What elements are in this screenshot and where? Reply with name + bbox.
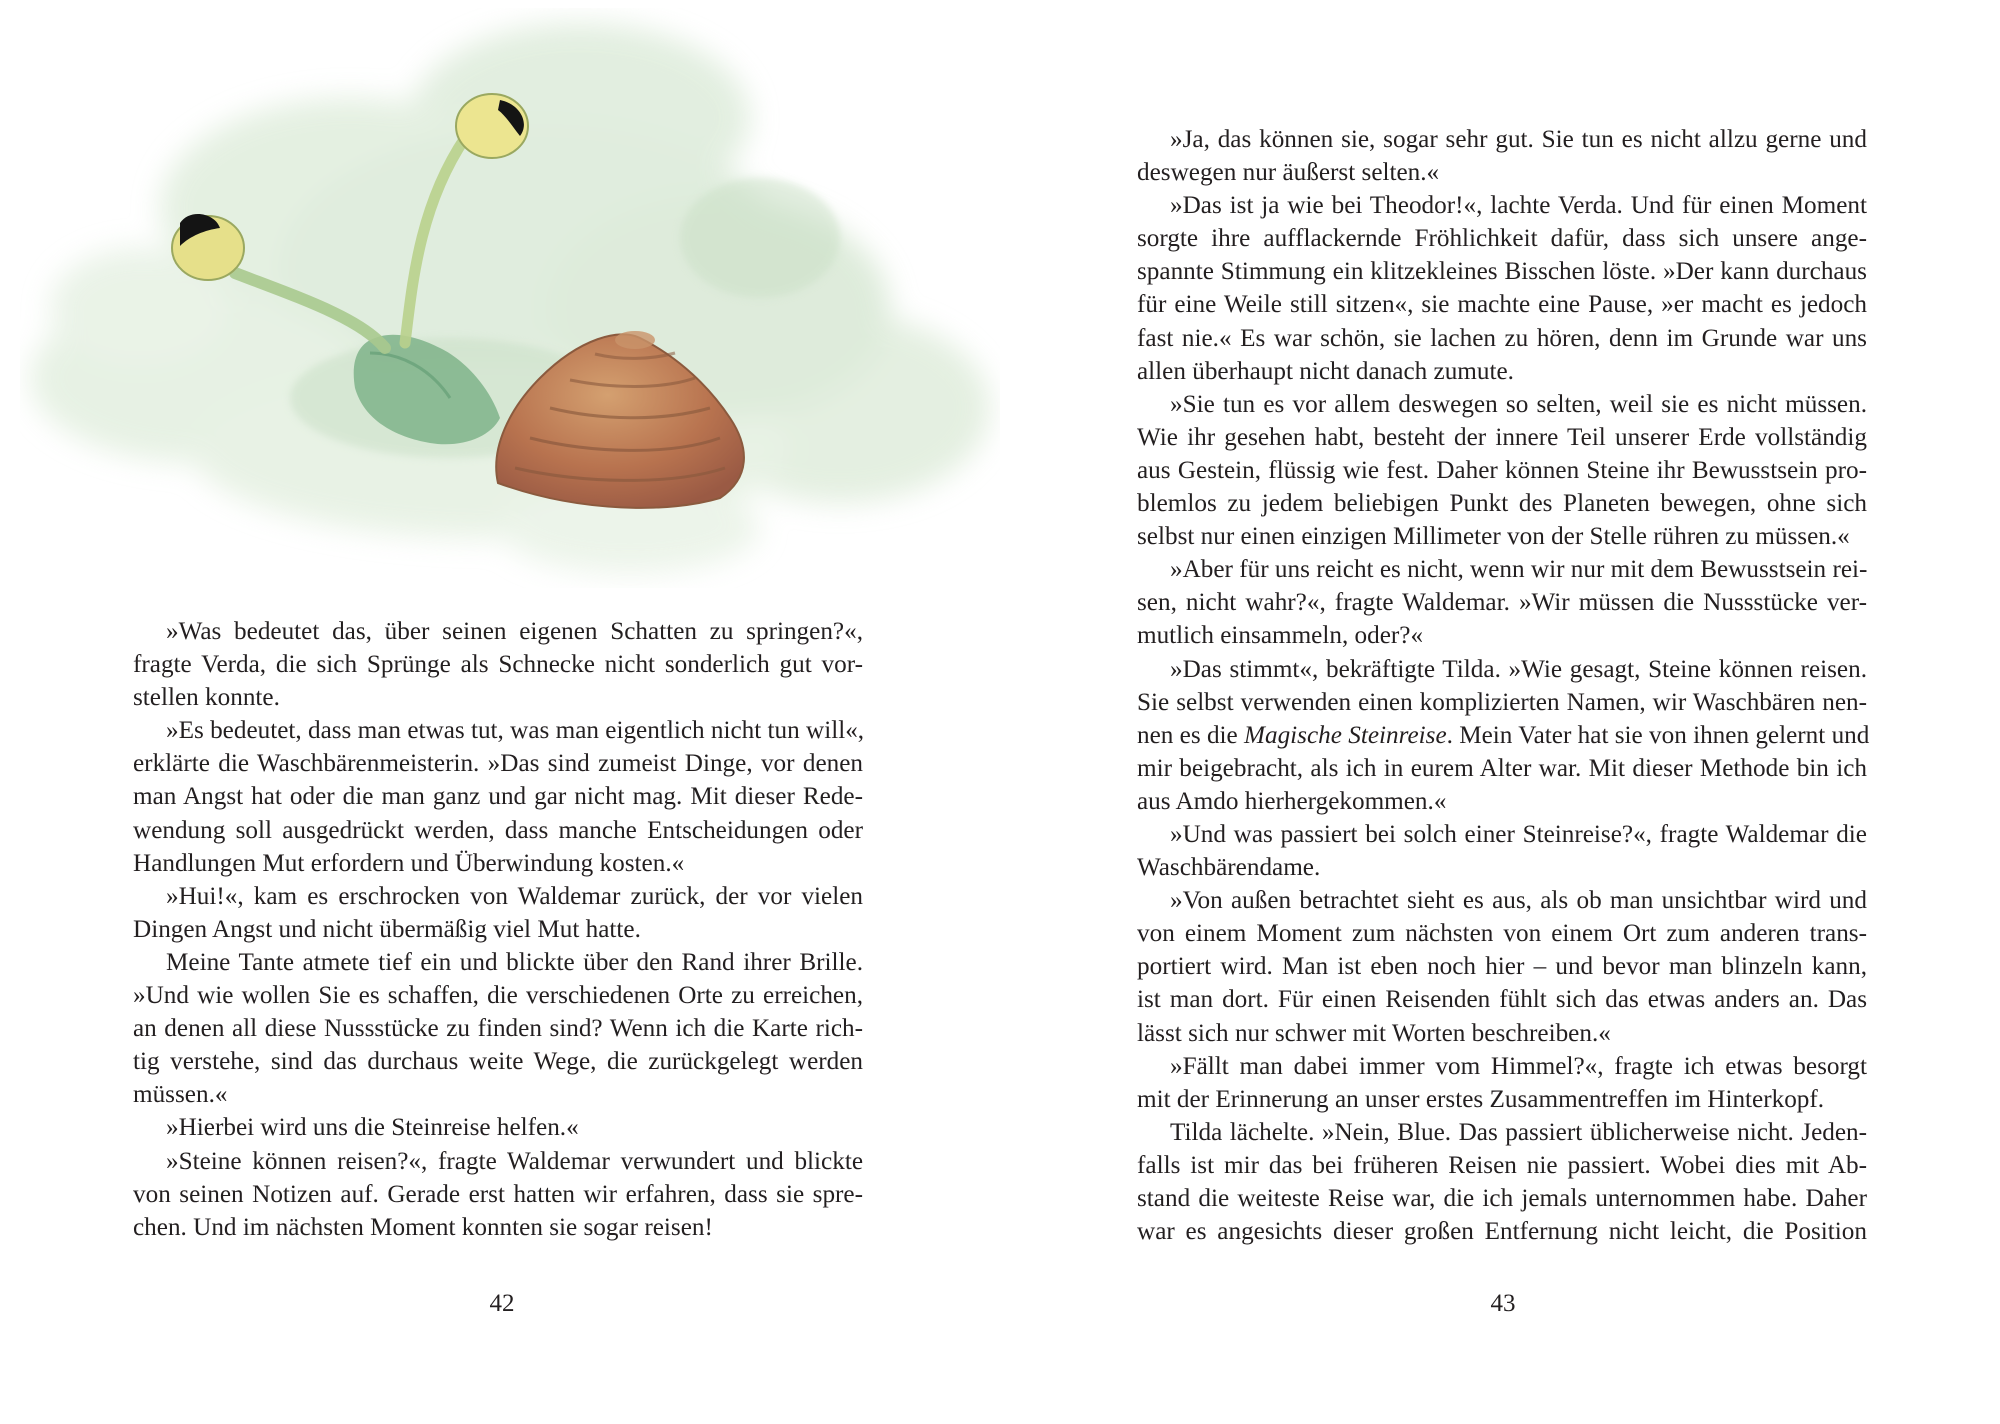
snail-illustration [20, 8, 1000, 588]
text-line: »Was bedeutet das, über seinen eigenen Schatten zu springen?«, [166, 618, 863, 645]
text-line: Meine Tante atmete tief ein und blickte über den Rand ihrer Brille. [166, 948, 863, 976]
text-line: »Und was passiert bei solch einer Steinreise?«, fragte Waldemar die [1170, 820, 1867, 848]
text-line: »Hui!«, kam es erschrocken von Waldemar zurück, der vor vielen [166, 882, 863, 910]
text-line: spannte Stimmung ein klitzekleines Bisschen löste. »Der kann durchaus [1137, 258, 1867, 286]
text-line: deswegen nur äußerst selten.« [1137, 159, 1440, 187]
text-line: Dingen Angst und nicht übermäßig viel Mut hatte. [133, 915, 641, 943]
page-number-right: 43 [1490, 1290, 1516, 1317]
text-line: wendung soll ausgedrückt werden, dass manche Entscheidungen oder [133, 816, 863, 844]
text-line: für eine Weile still sitzen«, sie machte eine Pause, »er macht es jedoch [1137, 291, 1867, 319]
text-line: war es angesichts dieser großen Entfernung nicht leicht, die Position [1137, 1218, 1867, 1246]
text-line: man Angst hat oder die man ganz und gar nicht mag. Mit dieser Rede- [133, 783, 863, 811]
text-line: falls ist mir das bei früheren Reisen nie passiert. Wobei dies mit Ab- [1137, 1151, 1867, 1179]
text-line: »Steine können reisen?«, fragte Waldemar verwundert und blickte [166, 1147, 863, 1175]
text-line: lässt sich nur schwer mit Worten beschreiben.« [1137, 1019, 1611, 1047]
text-line: von einem Moment zum nächsten von einem Ort zum anderen trans- [1137, 920, 1867, 948]
text-line: aus Gestein, flüssig wie fest. Daher können Steine ihr Bewusstsein pro- [1137, 456, 1867, 484]
text-line: ist man dort. Für einen Reisenden fühlt sich das etwas anders an. Das [1137, 986, 1867, 1014]
text-line: fragte Verda, die sich Sprünge als Schnecke nicht sonderlich gut vor- [133, 651, 863, 679]
text-line: »Fällt man dabei immer vom Himmel?«, fragte ich etwas besorgt [1170, 1052, 1867, 1080]
text-line: portiert wird. Man ist eben noch hier – und bevor man blinzeln kann, [1137, 953, 1867, 981]
text-line: an denen all diese Nussstücke zu finden sind? Wenn ich die Karte rich- [133, 1015, 863, 1043]
text-line: »Sie tun es vor allem deswegen so selten, weil sie es nicht müssen. [1170, 390, 1867, 418]
text-line: Tilda lächelte. »Nein, Blue. Das passiert üblicherweise nicht. Jeden- [1170, 1118, 1867, 1146]
eye-left [172, 214, 244, 280]
text-line: erklärte die Waschbärenmeisterin. »Das sind zumeist Dinge, vor denen [133, 750, 863, 778]
text-line: mir beigebracht, als ich in eurem Alter war. Mit dieser Methode bin ich [1137, 754, 1867, 782]
text-line: tig verstehe, sind das durchaus weite Wege, die zurückgelegt werden [133, 1048, 863, 1076]
text-line: von seinen Notizen auf. Gerade erst hatten wir erfahren, dass sie spre- [133, 1180, 863, 1208]
text-line: sen, nicht wahr?«, fragte Waldemar. »Wir müssen die Nussstücke ver- [1137, 589, 1867, 617]
text-line: aus Amdo hierhergekommen.« [1137, 787, 1447, 815]
text-line: Wie ihr gesehen habt, besteht der innere Teil unserer Erde vollständig [1137, 423, 1867, 451]
text-line: »Ja, das können sie, sogar sehr gut. Sie tun es nicht allzu gerne und [1170, 126, 1867, 153]
text-line: selbst nur einen einzigen Millimeter von der Stelle rühren zu müssen.« [1137, 523, 1850, 551]
page-number-left: 42 [489, 1290, 515, 1317]
text-line: »Hierbei wird uns die Steinreise helfen.« [166, 1114, 579, 1142]
text-line: »Von außen betrachtet sieht es aus, als ob man unsichtbar wird und [1170, 887, 1867, 915]
text-line: »Das stimmt«, bekräftigte Tilda. »Wie gesagt, Steine können reisen. [1170, 655, 1867, 683]
text-line: Sie selbst verwenden einen komplizierten Namen, wir Waschbären nen- [1137, 688, 1867, 716]
text-line: stand die weiteste Reise war, die ich jemals unternommen habe. Daher [1137, 1185, 1867, 1212]
right-page [1000, 0, 2000, 1424]
text-line: »Es bedeutet, dass man etwas tut, was man eigentlich nicht tun will«, [166, 717, 865, 745]
text-line: »Aber für uns reicht es nicht, wenn wir nur mit dem Bewusstsein rei- [1170, 556, 1868, 584]
text-line: fast nie.« Es war schön, sie lachen zu hören, denn im Grunde war uns [1137, 324, 1867, 352]
text-line: Handlungen Mut erfordern und Überwindung kosten.« [133, 849, 685, 877]
text-line: mit der Erinnerung an unser erstes Zusammentreffen im Hinterkopf. [1137, 1085, 1825, 1113]
eye-right [456, 94, 528, 158]
text-line: »Das ist ja wie bei Theodor!«, lachte Verda. Und für einen Moment [1170, 192, 1867, 220]
left-page-text [133, 615, 863, 1244]
text-line: chen. Und im nächsten Moment konnten sie sogar reisen! [133, 1213, 713, 1241]
text-line: mutlich einsammeln, oder?« [1137, 622, 1424, 650]
text-line: allen überhaupt nicht danach zumute. [1137, 357, 1514, 385]
text-line: stellen konnte. [133, 684, 280, 712]
text-line: nen es die Magische Steinreise. Mein Vater hat sie von ihnen gelernt und [1137, 721, 1870, 749]
text-line: blemlos zu jedem beliebigen Punkt des Planeten bewegen, ohne sich [1137, 490, 1867, 518]
text-line: Waschbärendame. [1137, 854, 1321, 882]
text-line: sorgte ihre aufflackernde Fröhlichkeit dafür, dass sich unsere ange- [1137, 225, 1867, 253]
text-line: »Und wie wollen Sie es schaffen, die verschiedenen Orte zu erreichen, [133, 982, 863, 1010]
right-page-text [1137, 123, 1870, 1248]
text-line: müssen.« [133, 1081, 228, 1109]
